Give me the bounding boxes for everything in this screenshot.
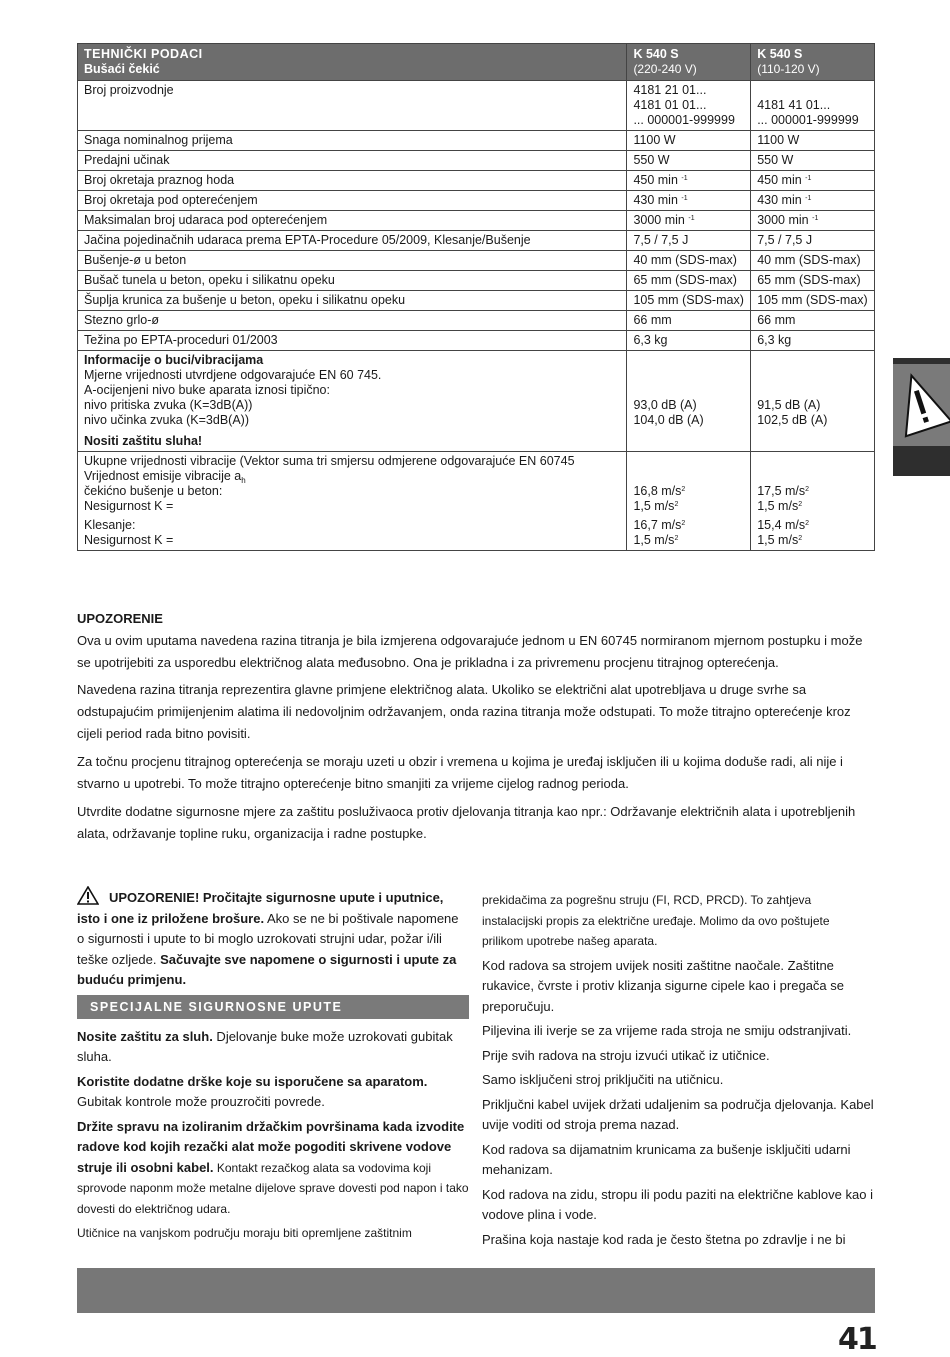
left-column <box>77 886 469 1248</box>
value-text: 450 min <box>757 173 802 187</box>
serial-a-3: ... 000001-999999 <box>633 113 735 127</box>
noise-line-2: A-ocijenjeni nivo buke aparata iznosi tipično: <box>84 383 330 397</box>
noise-line-4: nivo učinka zvuka (K=3dB(A)) <box>84 413 250 427</box>
spacer <box>633 353 744 398</box>
table-row <box>78 271 875 291</box>
table-row <box>78 291 875 311</box>
vib-a-3 <box>633 518 744 533</box>
side-tab-panel <box>893 364 950 446</box>
right-column <box>482 890 874 1254</box>
right-paragraph-4: Prije svih radova na stroju izvući utikač iz utičnice. <box>482 1047 770 1063</box>
exponent: -1 <box>681 175 688 182</box>
row-label: Predajni učinak <box>78 151 627 171</box>
noise-b-1: 91,5 dB (A) <box>757 398 821 412</box>
row-value-a: 66 mm <box>627 311 751 331</box>
warning-heading: UPOZORENIE <box>77 611 163 626</box>
table-row <box>78 191 875 211</box>
serial-a-1: 4181 21 01... <box>633 83 707 97</box>
noise-a-2: 104,0 dB (A) <box>633 413 704 427</box>
noise-footer: Nositi zaštitu sluha! <box>84 434 203 448</box>
right-paragraph-3: Piljevina ili iverje se za vrijeme rada stroja ne smiju odstranjivati. <box>482 1023 852 1038</box>
vib-b-1 <box>757 484 868 499</box>
exponent: 2 <box>674 535 679 542</box>
serial-a-2: 4181 01 01... <box>633 98 707 112</box>
value-text: 1,5 m/s <box>633 499 675 513</box>
vib-line-4: Nesigurnost K = <box>84 499 174 513</box>
exponent: 2 <box>805 486 810 493</box>
item-2-text: Gubitak kontrole može prouzročiti povrede. <box>77 1094 325 1109</box>
row-label: Bušenje-ø u beton <box>78 251 627 271</box>
row-value-b <box>751 81 875 131</box>
row-value-a <box>627 191 751 211</box>
value-text: 3000 min <box>757 213 809 227</box>
right-paragraph-1: prekidačima za pogrešnu struju (FI, RCD, PRCD). To zahtjeva instalacijski propis za električne uređaje. Molimo da ovo poštujete prilikom upotrebe našeg aparata. <box>482 893 830 948</box>
table-row <box>78 171 875 191</box>
row-value-b: 1100 W <box>751 131 875 151</box>
item-2-bold: Koristite dodatne drške koje su isporučene sa aparatom. <box>77 1073 428 1089</box>
table-row <box>78 131 875 151</box>
exponent: -1 <box>812 215 819 222</box>
vib-a-4 <box>633 533 744 548</box>
table-row <box>78 331 875 351</box>
noise-title: Informacije o buci/vibracijama <box>84 353 264 367</box>
right-paragraph-6: Priključni kabel uvijek držati udaljenim sa područja djelovanja. Kabel uvije voditi od stroja prema nazad. <box>482 1096 874 1132</box>
warning-paragraph-2: Navedena razina titranja reprezentira glavne primjene električnog alata. Ukoliko se električni alat upotrebljava u druge svrhe sa odstupajućim primijenjenim alatima ili nedovoljnim održavanjem, onda razina titranja može odstupati. To može titrajno opterećenje kroz cijeli period rada bitno povisiti. <box>77 682 851 741</box>
exponent: 2 <box>681 520 686 527</box>
safety-item-4: Utičnice na vanjskom području moraju biti opremljene zaštitnim <box>77 1226 412 1240</box>
spacer <box>633 454 744 484</box>
technical-data-table <box>77 43 875 551</box>
noise-label-cell <box>78 351 627 452</box>
vib-b-4 <box>757 533 868 548</box>
row-label: Stezno grlo-ø <box>78 311 627 331</box>
vib-line-2 <box>84 469 620 484</box>
exponent: -1 <box>688 215 695 222</box>
serial-b-3: ... 000001-999999 <box>757 113 859 127</box>
right-paragraph-8: Kod radova na zidu, stropu ili podu paziti na električne kablove kao i vodove plina i vode. <box>482 1186 873 1222</box>
vib-sub: h <box>241 476 246 485</box>
noise-value-b <box>751 351 875 452</box>
row-label: Broj proizvodnje <box>78 81 627 131</box>
header-title-cell <box>78 44 627 81</box>
exponent: -1 <box>681 195 688 202</box>
right-paragraph-7: Kod radova sa dijamatnim krunicama za bušenje isključiti udarni mehanizam. <box>482 1141 851 1177</box>
row-label: Maksimalan broj udaraca pod opterećenjem <box>78 211 627 231</box>
page-number: 41 <box>838 1322 876 1357</box>
header-title: TEHNIČKI PODACI <box>84 47 203 61</box>
value-text: 3000 min <box>633 213 685 227</box>
value-text: 17,5 m/s <box>757 484 806 498</box>
table-row <box>78 81 875 131</box>
right-paragraph-2: Kod radova sa strojem uvijek nositi zaštitne naočale. Zaštitne rukavice, čvrste i protiv klizanja sigurne cipele kao i pregača se preporučuju. <box>482 957 845 1014</box>
exponent: 2 <box>798 535 803 542</box>
safety-item-3 <box>77 1117 469 1220</box>
value-text: 16,8 m/s <box>633 484 682 498</box>
vib-line-1: Ukupne vrijednosti vibracije (Vektor suma tri smjersu odmjerene odgovarajuće EN 60745 <box>84 454 575 468</box>
table-row <box>78 151 875 171</box>
value-text: 1,5 m/s <box>757 533 799 547</box>
row-value-a: 7,5 / 7,5 J <box>627 231 751 251</box>
vib-a-1 <box>633 484 744 499</box>
row-label: Broj okretaja pod opterećenjem <box>78 191 627 211</box>
exponent: -1 <box>805 175 812 182</box>
vib-b-2 <box>757 499 868 514</box>
row-value-a: 65 mm (SDS-max) <box>627 271 751 291</box>
vib-line-2-text: Vrijednost emisije vibracije a <box>84 469 242 483</box>
spacer <box>757 454 868 484</box>
vib-line-3: čekićno bušenje u beton: <box>84 484 223 498</box>
row-value-a: 1100 W <box>627 131 751 151</box>
value-text: 430 min <box>633 193 678 207</box>
exponent: 2 <box>798 501 803 508</box>
table-header-row <box>78 44 875 81</box>
item-3-text: Kontakt rezačkog alata sa vodovima koji sprovode naponm može metalne dijelove sprave dovesti pod napon i tako dovesti do električnog udara. <box>77 1160 469 1216</box>
item-1-text: Djelovanje buke može uzrokovati gubitak sluha. <box>77 1028 453 1064</box>
row-value-b <box>751 171 875 191</box>
row-value-b: 6,3 kg <box>751 331 875 351</box>
row-value-a <box>627 171 751 191</box>
vibration-value-a <box>627 452 751 551</box>
model-a-voltage: (220-240 V) <box>633 62 697 76</box>
safety-intro <box>77 886 469 991</box>
table-row <box>78 231 875 251</box>
footer-bar <box>77 1268 875 1313</box>
warning-exclamation-icon <box>893 364 950 446</box>
side-tab <box>893 358 950 476</box>
warning-paragraph-1: Ova u ovim uputama navedena razina titranja je bila izmjerena odgovarajuće jednom u EN 60745 normiranom mjernom postupku i može se upotrijebiti za usporedbu električnog alata međusobno. Ona je prikladna i za privremenu procjenu titrajnog opterećenja. <box>77 633 863 670</box>
warning-paragraph-3: Za točnu procjenu titrajnog opterećenja se moraju uzeti u obzir i vremena u kojima je uređaj isključen ili u kojima doduše radi, ali nije i stvarno u upotrebi. To može titrajno opterećenje bitno smanjiti za vrijeme cijelog radnog perioda. <box>77 754 843 791</box>
row-value-b <box>751 191 875 211</box>
vibration-label-cell <box>78 452 627 551</box>
row-label: Jačina pojedinačnih udaraca prema EPTA-Procedure 05/2009, Klesanje/Bušenje <box>78 231 627 251</box>
warning-triangle-icon <box>77 886 99 905</box>
serial-b-1 <box>757 83 868 98</box>
exponent: 2 <box>681 486 686 493</box>
row-value-b <box>751 211 875 231</box>
intro-bold-1: UPOZORENIE! Pročitajte sigurnosne upute i uputnice, isto i one iz priložene brošure. <box>77 890 444 926</box>
row-label: Bušač tunela u beton, opeku i silikatnu opeku <box>78 271 627 291</box>
warning-paragraph-4: Utvrdite dodatne sigurnosne mjere za zaštitu posluživaoca protiv djelovanja titranja kao npr.: Održavanje električnih alata i upotrebljenih alata, održavanje topline ruku, organizacija i radne postupke. <box>77 804 856 841</box>
value-text: 430 min <box>757 193 802 207</box>
row-value-a <box>627 211 751 231</box>
value-text: 1,5 m/s <box>633 533 675 547</box>
table-row <box>78 251 875 271</box>
row-value-a: 40 mm (SDS-max) <box>627 251 751 271</box>
noise-value-a <box>627 351 751 452</box>
value-text: 15,4 m/s <box>757 518 806 532</box>
model-b-voltage: (110-120 V) <box>757 62 820 76</box>
vib-line-6: Nesigurnost K = <box>84 533 174 547</box>
intro-bold-2: Sačuvajte sve napomene o sigurnosti i upute za buduću primjenu. <box>77 951 457 987</box>
value-text: 1,5 m/s <box>757 499 799 513</box>
row-value-b: 66 mm <box>751 311 875 331</box>
noise-a-1: 93,0 dB (A) <box>633 398 697 412</box>
model-a-name: K 540 S <box>633 47 679 61</box>
row-label: Snaga nominalnog prijema <box>78 131 627 151</box>
row-value-a: 6,3 kg <box>627 331 751 351</box>
item-1-bold: Nosite zaštitu za sluh. <box>77 1028 213 1044</box>
safety-item-1 <box>77 1027 469 1068</box>
exponent: -1 <box>805 195 812 202</box>
noise-row <box>78 351 875 452</box>
exponent: 2 <box>805 520 810 527</box>
header-model-b <box>751 44 875 81</box>
header-model-a <box>627 44 751 81</box>
spacer <box>757 353 868 398</box>
vibration-row <box>78 452 875 551</box>
row-label: Broj okretaja praznog hoda <box>78 171 627 191</box>
serial-b-2: 4181 41 01... <box>757 98 831 112</box>
exponent: 2 <box>674 501 679 508</box>
table-row <box>78 311 875 331</box>
row-label: Težina po EPTA-proceduri 01/2003 <box>78 331 627 351</box>
row-value-b: 40 mm (SDS-max) <box>751 251 875 271</box>
header-subtitle: Bušaći čekić <box>84 62 160 76</box>
noise-line-3: nivo pritiska zvuka (K=3dB(A)) <box>84 398 253 412</box>
safety-item-2 <box>77 1072 469 1113</box>
vibration-value-b <box>751 452 875 551</box>
item-3-bold: Držite spravu na izoliranim držačkim površinama kada izvodite radove kod kojih rezački alat može pogoditi skrivene vodove struje ili osobni kabel. <box>77 1118 465 1175</box>
row-value-b: 7,5 / 7,5 J <box>751 231 875 251</box>
row-label: Šuplja krunica za bušenje u beton, opeku i silikatnu opeku <box>78 291 627 311</box>
row-value-a: 105 mm (SDS-max) <box>627 291 751 311</box>
model-b-name: K 540 S <box>757 47 803 61</box>
row-value-b: 550 W <box>751 151 875 171</box>
section-header: SPECIJALNE SIGURNOSNE UPUTE <box>77 995 469 1019</box>
vib-line-5: Klesanje: <box>84 518 136 532</box>
value-text: 450 min <box>633 173 678 187</box>
row-value-a <box>627 81 751 131</box>
row-value-b: 65 mm (SDS-max) <box>751 271 875 291</box>
noise-line-1: Mjerne vrijednosti utvrdjene odgovarajuće EN 60 745. <box>84 368 382 382</box>
table-row <box>78 211 875 231</box>
right-paragraph-9: Prašina koja nastaje kod rada je često štetna po zdravlje i ne bi <box>482 1231 846 1247</box>
vib-b-3 <box>757 518 868 533</box>
noise-b-2: 102,5 dB (A) <box>757 413 828 427</box>
intro-text-1: Ako se ne bi poštivale napomene o sigurnosti i upute to bi moglo uzrokovati strujni udar, požar i/ili teške ozljede. <box>77 910 459 967</box>
right-paragraph-5: Samo isključeni stroj priključiti na utičnicu. <box>482 1072 724 1087</box>
vib-a-2 <box>633 499 744 514</box>
value-text: 16,7 m/s <box>633 518 682 532</box>
row-value-a: 550 W <box>627 151 751 171</box>
row-value-b: 105 mm (SDS-max) <box>751 291 875 311</box>
